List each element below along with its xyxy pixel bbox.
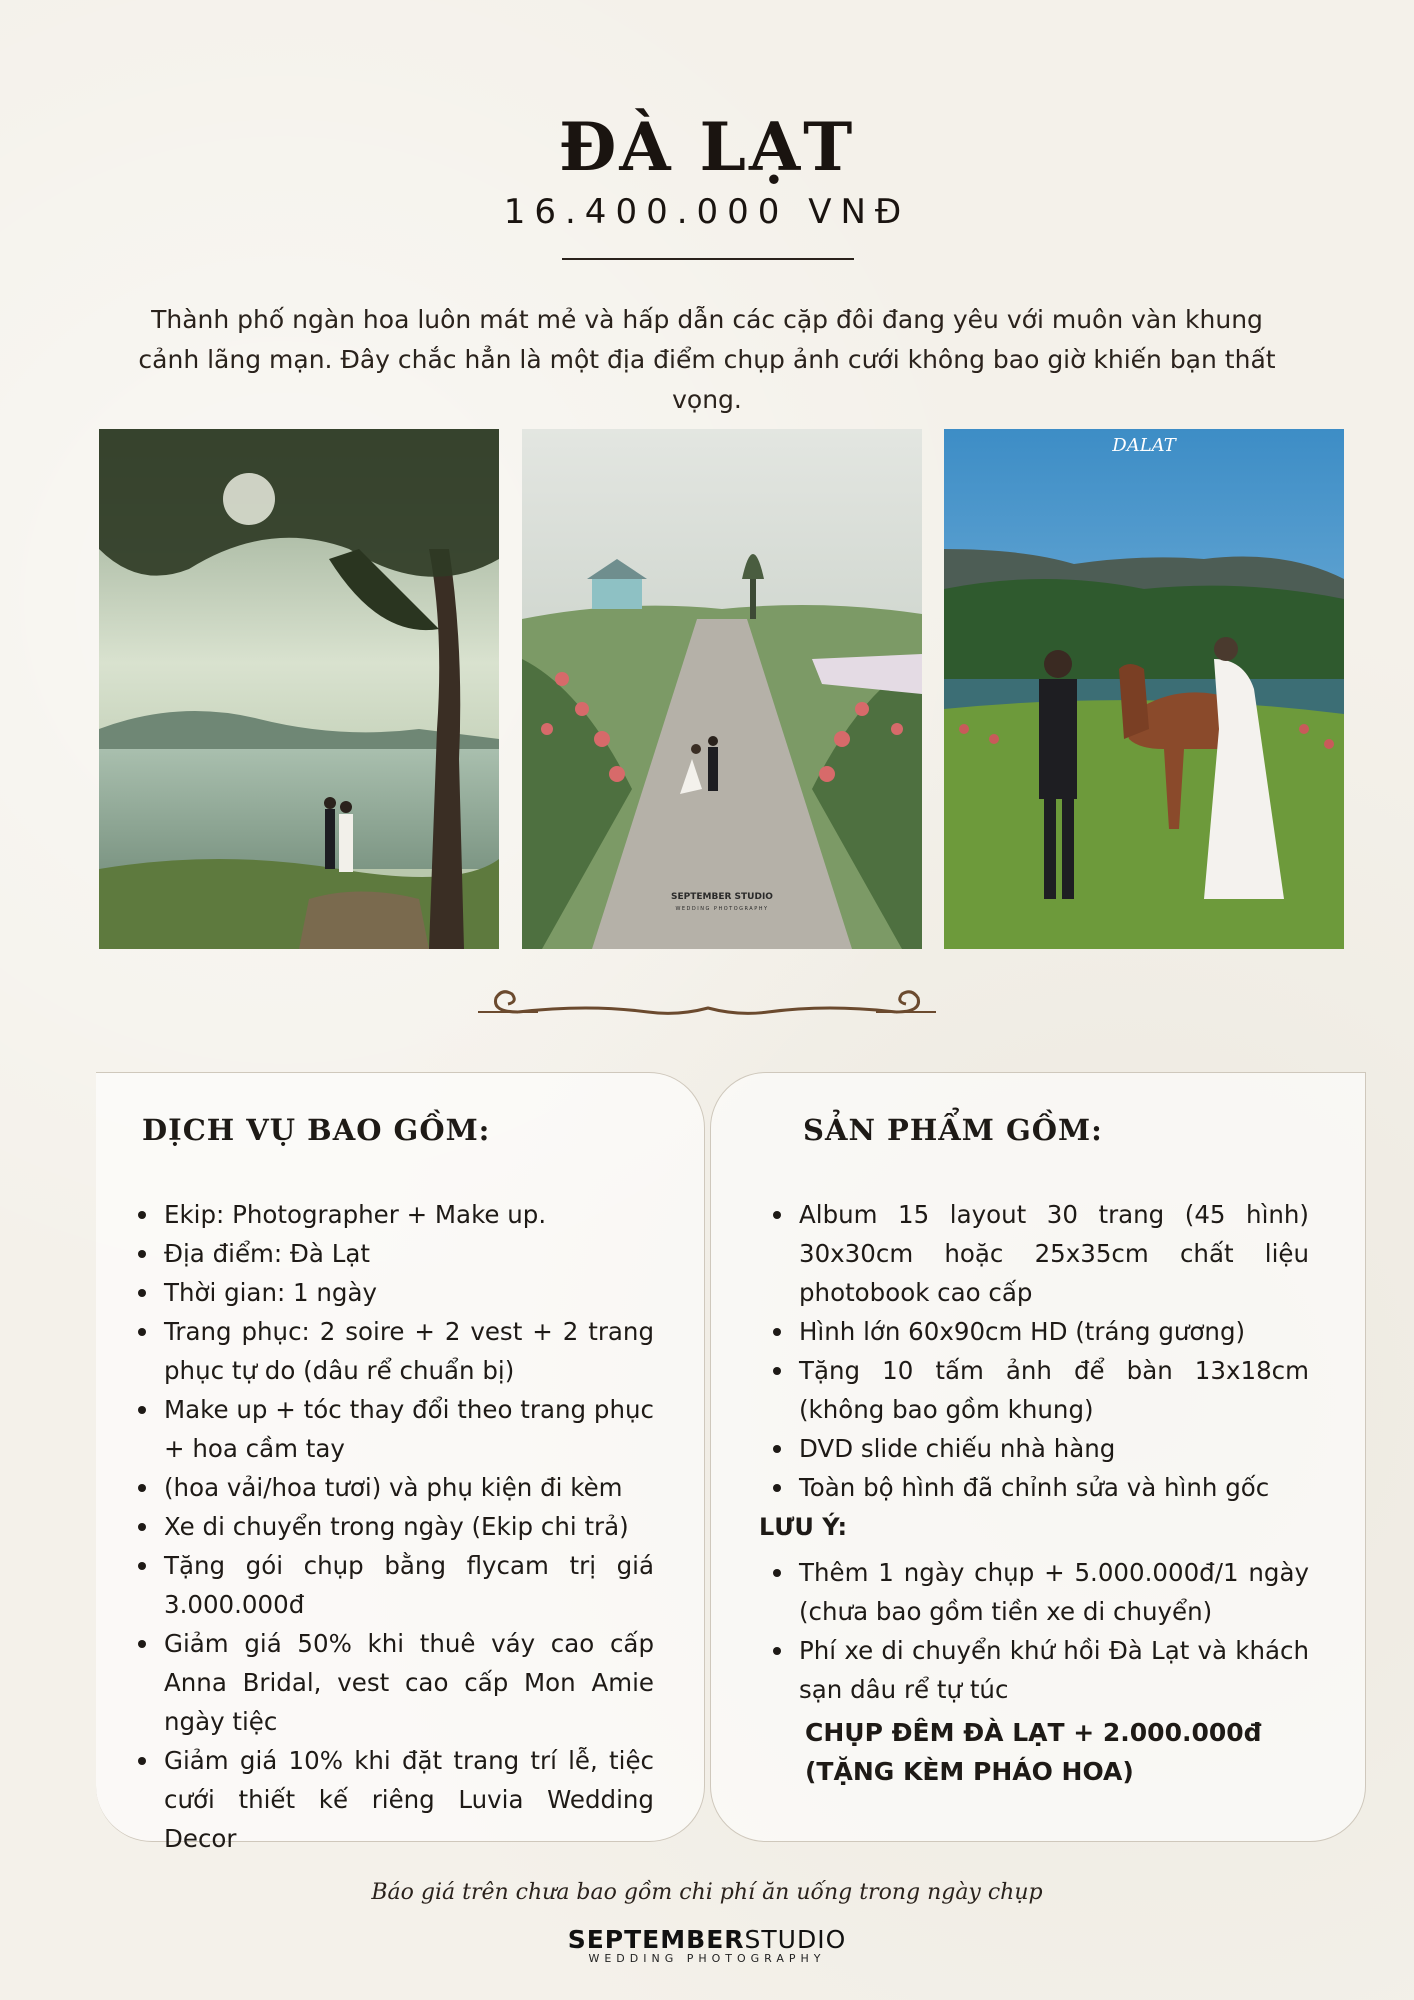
list-item: Thêm 1 ngày chụp + 5.000.000đ/1 ngày (chưa bao gồm tiền xe di chuyển) [769, 1553, 1309, 1631]
studio-logo [0, 1925, 1414, 1965]
list-item: Địa điểm: Đà Lạt [134, 1234, 654, 1273]
list-item: Phí xe di chuyển khứ hồi Đà Lạt và khách sạn dâu rể tự túc [769, 1631, 1309, 1709]
list-item: Thời gian: 1 ngày [134, 1273, 654, 1312]
title-divider [562, 258, 854, 260]
photo-watermark-sub: WEDDING PHOTOGRAPHY [675, 906, 769, 912]
list-item: Trang phục: 2 soire + 2 vest + 2 trang phục tự do (dâu rể chuẩn bị) [134, 1312, 654, 1390]
list-item: DVD slide chiếu nhà hàng [769, 1429, 1309, 1468]
notes-list [769, 1553, 1309, 1709]
list-item: Ekip: Photographer + Make up. [134, 1195, 654, 1234]
package-price: 16.400.000 VNĐ [503, 192, 911, 232]
list-item: Album 15 layout 30 trang (45 hình) 30x30cm hoặc 25x35cm chất liệu photobook cao cấp [769, 1195, 1309, 1312]
photo-title: DALAT [1112, 435, 1176, 456]
list-item: Make up + tóc thay đổi theo trang phục + hoa cầm tay [134, 1390, 654, 1468]
photo-lake-pine [99, 429, 499, 949]
ornament-divider [478, 982, 936, 1030]
list-item: Xe di chuyển trong ngày (Ekip chi trả) [134, 1507, 654, 1546]
photo-horse-meadow [944, 429, 1344, 949]
list-item: Toàn bộ hình đã chỉnh sửa và hình gốc [769, 1468, 1309, 1507]
list-item: Hình lớn 60x90cm HD (tráng gương) [769, 1312, 1309, 1351]
logo-sub: WEDDING PHOTOGRAPHY [588, 1952, 826, 1965]
products-list [769, 1195, 1309, 1507]
photo-country-road [522, 429, 922, 949]
list-item: Giảm giá 10% khi đặt trang trí lễ, tiệc cưới thiết kế riêng Luvia Wedding Decor [134, 1741, 654, 1858]
list-item: Giảm giá 50% khi thuê váy cao cấp Anna Bridal, vest cao cấp Mon Amie ngày tiệc [134, 1624, 654, 1741]
services-heading: DỊCH VỤ BAO GỒM: [142, 1113, 491, 1147]
products-card [710, 1072, 1366, 1842]
services-card [96, 1072, 705, 1853]
photo-watermark: SEPTEMBER STUDIO [671, 892, 773, 902]
products-heading: SẢN PHẨM GỒM: [803, 1113, 1103, 1147]
intro-text: Thành phố ngàn hoa luôn mát mẻ và hấp dẫn các cặp đôi đang yêu với muôn vàn khung cảnh lãng mạn. Đây chắc hẳn là một địa điểm chụp ảnh cưới không bao giờ khiến bạn thất vọng. [138, 305, 1276, 414]
fireworks-offer: (TẶNG KÈM PHÁO HOA) [805, 1757, 1134, 1786]
logo-light: STUDIO [744, 1925, 847, 1954]
list-item: Tặng gói chụp bằng flycam trị giá 3.000.000đ [134, 1546, 654, 1624]
night-offer: CHỤP ĐÊM ĐÀ LẠT + 2.000.000đ [805, 1718, 1262, 1747]
note-label: LƯU Ý: [759, 1513, 848, 1541]
list-item: (hoa vải/hoa tươi) và phụ kiện đi kèm [134, 1468, 654, 1507]
page-title: ĐÀ LẠT [558, 108, 856, 186]
logo-bold: SEPTEMBER [567, 1925, 745, 1954]
services-list [134, 1195, 654, 1858]
footer-note: Báo giá trên chưa bao gồm chi phí ăn uống trong ngày chụp [371, 1880, 1043, 1905]
list-item: Tặng 10 tấm ảnh để bàn 13x18cm (không bao gồm khung) [769, 1351, 1309, 1429]
